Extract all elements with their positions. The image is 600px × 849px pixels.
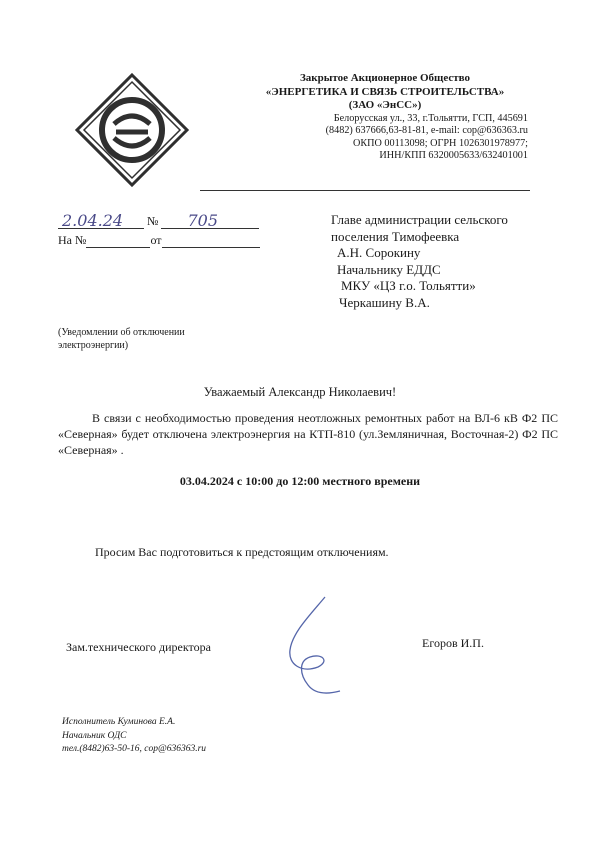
executor-position: Начальник ОДС [62,730,127,741]
date-field [58,211,144,230]
company-logo-icon [74,72,190,188]
signatory-position: Зам.технического директора [66,640,211,654]
registration-block [58,211,260,248]
executor-block [62,716,206,757]
company-inn-kpp: ИНН/КПП 6320005633/632401001 [379,150,528,161]
company-name: «ЭНЕРГЕТИКА И СВЯЗЬ СТРОИТЕЛЬСТВА» [265,85,505,98]
ref-label: На № [58,233,87,247]
addressee-block [331,212,508,311]
ref-number-field [86,233,150,248]
addressee-line: поселения Тимофеевка [331,228,460,244]
ref-date-field [162,233,260,248]
company-okpo-ogrn: ОКПО 00113098; ОГРН 1026301978977; [352,137,528,149]
company-contacts [220,125,550,138]
number-label: № [147,214,159,228]
addressee-line: А.Н. Сорокину [337,245,421,260]
company-type: Закрытое Акционерное Общество [299,72,471,84]
addressee-line: Главе администрации сельского [331,212,508,227]
outage-time-window: 03.04.2024 с 10:00 до 12:00 местного времени [179,474,421,488]
executor-contacts: тел.(8482)63-50-16, cop@636363.ru [62,744,207,754]
handwritten-number: 705 [187,211,218,230]
request-text: Просим Вас подготовиться к предстоящим отключениям. [95,545,389,559]
signatory-name: Егоров И.П. [422,636,484,650]
letter-body: В связи с необходимостью проведения неотложных ремонтных работ на ВЛ-6 кВ Ф2 ПС «Северная» будет отключена электроэнергия на КТП-810 (ул.Земляничная, Восточная-2) Ф2 ПС «Северная» . [58,411,558,457]
executor-name: Исполнитель Куминова Е.А. [62,717,176,727]
company-phone: (8482) 637666,63-81-81, e-mail: [325,125,460,136]
addressee-line: МКУ «ЦЗ г.о. Тольятти» [341,278,476,293]
greeting: Уважаемый Александр Николаевич! [203,385,397,399]
outgoing-number-line [58,211,260,230]
from-label: от [150,233,162,247]
number-field [161,211,259,230]
handwritten-date: 2.04.24 [62,211,124,230]
subject-line: (Уведомлении об отключении [58,327,185,338]
company-address: Белорусская ул., 33, г.Тольятти, ГСП, 445691 [333,112,528,124]
subject-note [58,327,185,352]
subject-line: электроэнергии) [58,339,129,351]
company-short-name: (ЗАО «ЭнСС») [348,99,422,111]
addressee-line: Начальнику ЕДДС [337,261,441,277]
signature-icon [270,595,370,705]
company-header [220,72,550,163]
addressee-line: Черкашину В.А. [339,294,430,310]
reference-number-line [58,233,260,248]
company-email-link[interactable]: cop@636363.ru [462,125,528,136]
header-divider [200,190,530,191]
